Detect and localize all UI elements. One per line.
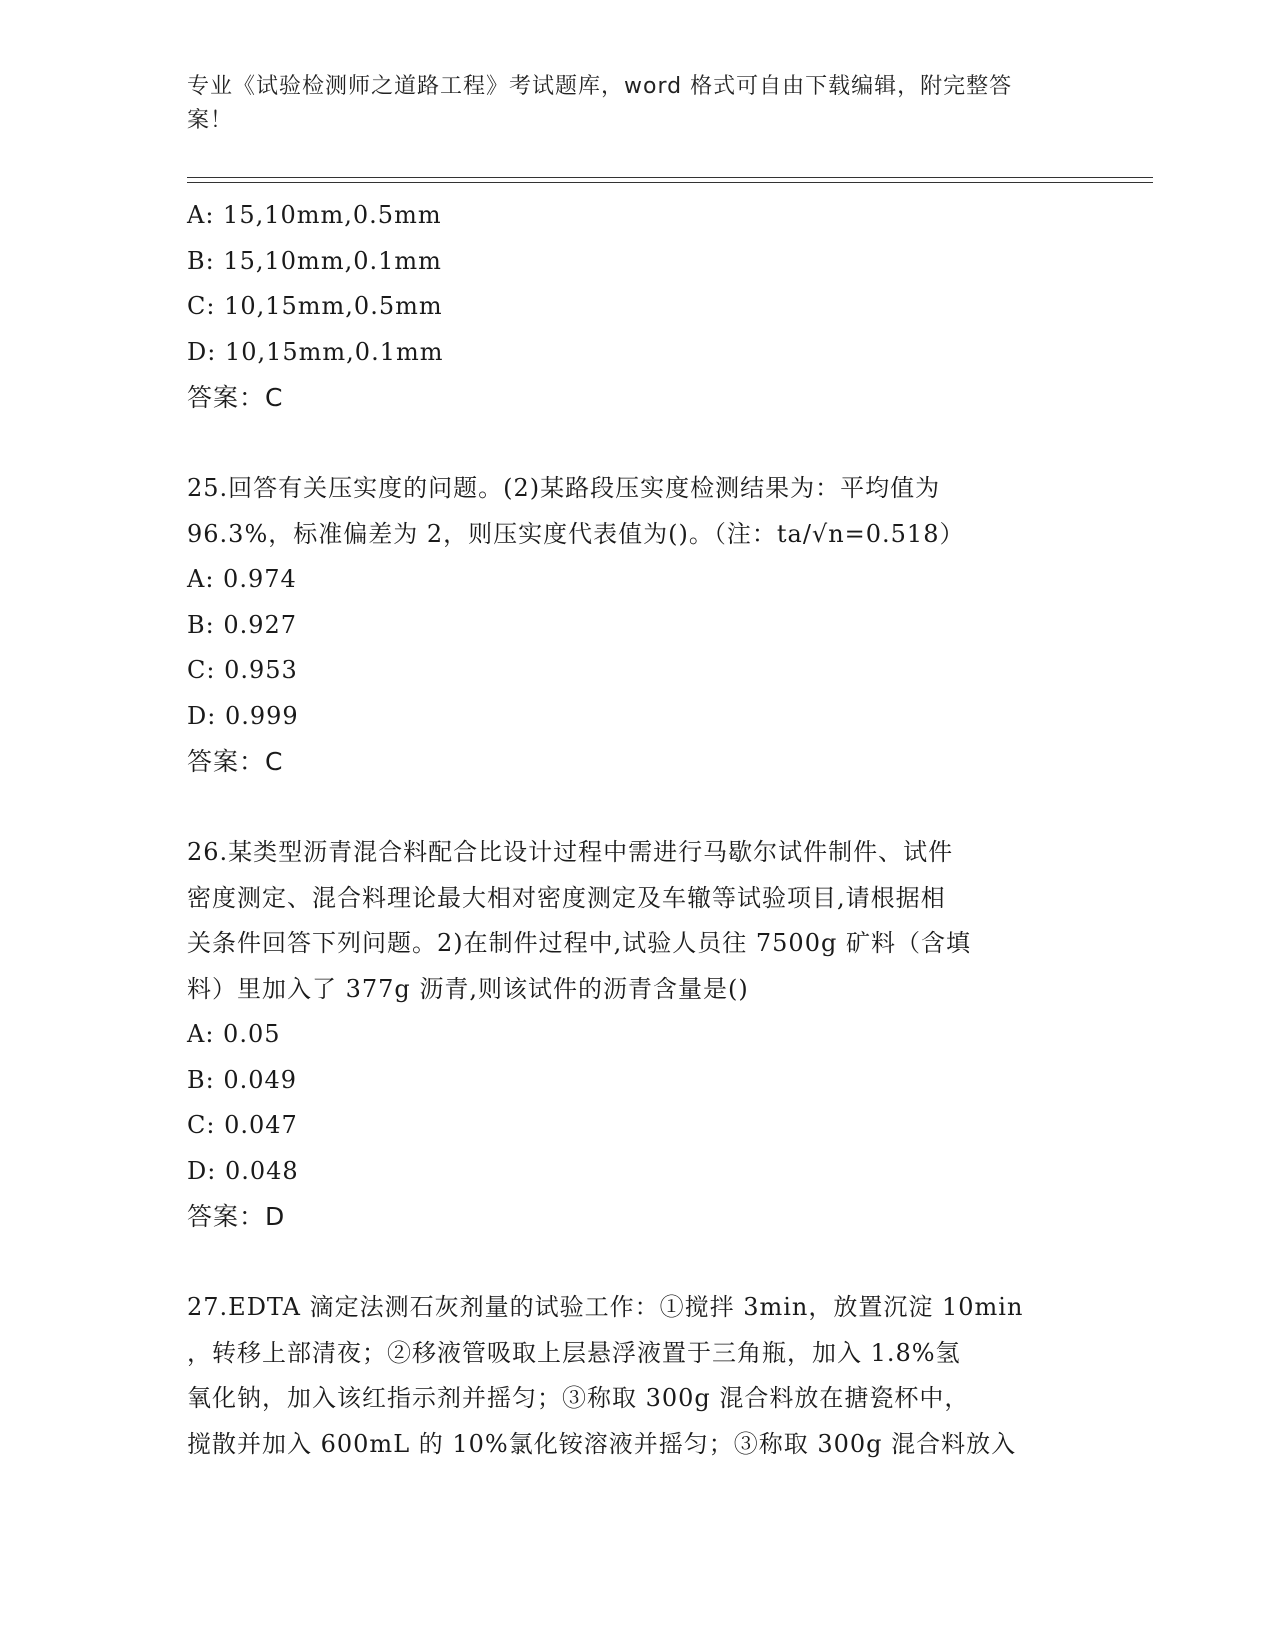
spacer: [187, 784, 1087, 830]
option-b: B: 0.927: [187, 610, 298, 639]
question-text-line: ，转移上部清夜；②移液管吸取上层悬浮液置于三角瓶，加入 1.8%氢: [187, 1338, 961, 1367]
question-text-line: 搅散并加入 600mL 的 10%氯化铵溶液并摇匀；③称取 300g 混合料放入: [187, 1429, 1017, 1458]
question-24-block: [187, 193, 1087, 420]
answer-line: 答案：D: [187, 1202, 286, 1231]
question-text-line: 26.某类型沥青混合料配合比设计过程中需进行马歇尔试件制件、试件: [187, 838, 954, 866]
answer-line: 答案：C: [187, 383, 284, 412]
header-rule-bottom: [187, 182, 1153, 183]
question-26-block: [187, 830, 1087, 1239]
document-header: [187, 70, 1067, 138]
option-d: D: 10,15mm,0.1mm: [187, 337, 444, 366]
question-text-line: 27.EDTA 滴定法测石灰剂量的试验工作：①搅拌 3min，放置沉淀 10min: [187, 1293, 1024, 1321]
header-line-1: 专业《试验检测师之道路工程》考试题库，word 格式可自由下载编辑，附完整答: [187, 74, 1013, 99]
option-a: A: 0.974: [187, 565, 297, 593]
option-c: C: 10,15mm,0.5mm: [187, 292, 443, 320]
document-body: [187, 193, 1087, 1467]
question-text-line: 氧化钠，加入该红指示剂并摇匀；③称取 300g 混合料放在搪瓷杯中，: [187, 1384, 970, 1412]
option-a: A: 0.05: [187, 1020, 281, 1048]
option-d: D: 0.999: [187, 701, 299, 730]
question-text-line: 密度测定、混合料理论最大相对密度测定及车辙等试验项目,请根据相: [187, 883, 946, 912]
question-25-block: [187, 466, 1087, 784]
question-text-line: 25.回答有关压实度的问题。(2)某路段压实度检测结果为：平均值为: [187, 474, 941, 502]
option-d: D: 0.048: [187, 1156, 299, 1185]
option-b: B: 0.049: [187, 1065, 298, 1094]
header-rule-top: [187, 177, 1153, 178]
option-c: C: 0.047: [187, 1111, 298, 1139]
option-b: B: 15,10mm,0.1mm: [187, 246, 442, 275]
option-c: C: 0.953: [187, 656, 298, 684]
question-text-line: 关条件回答下列问题。2)在制件过程中,试验人员往 7500g 矿料（含填: [187, 929, 971, 957]
question-text-line: 料）里加入了 377g 沥青,则该试件的沥青含量是(): [187, 974, 749, 1003]
question-27-block: [187, 1285, 1087, 1467]
answer-line: 答案：C: [187, 747, 284, 776]
spacer: [187, 420, 1087, 466]
question-text-line: 96.3%，标准偏差为 2，则压实度代表值为()。（注：ta/√n=0.518）: [187, 519, 965, 548]
spacer: [187, 1239, 1087, 1285]
option-a: A: 15,10mm,0.5mm: [187, 201, 442, 229]
header-line-2: 案！: [187, 108, 234, 133]
